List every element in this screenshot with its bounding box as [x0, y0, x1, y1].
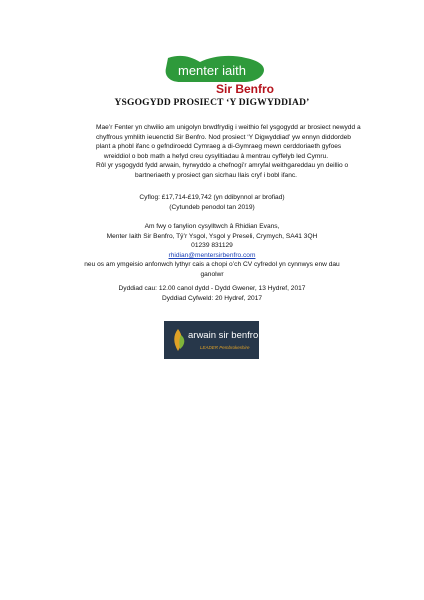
intro-line: bartneriaeth y prosiect gan sicrhau llais cryf i bobl ifanc.	[135, 171, 297, 179]
menter-iaith-text: menter iaith	[178, 63, 246, 78]
application-line: neu os am ymgeisio anfonwch lythyr cais a chopi o’ch CV cyfredol yn cynnwys enw dau	[84, 261, 340, 269]
intro-paragraph	[96, 123, 361, 181]
intro-line: wreiddiol o bob math a hefyd creu cysylltiadau â mentrau cyffelyb led Cymru.	[103, 152, 329, 160]
leaf-icon	[169, 327, 187, 353]
sir-benfro-text: Sir Benfro	[216, 82, 275, 96]
intro-line: plant a phobl ifanc o gefndiroedd Cymraeg a di-Gymraeg mewn cerddoriaeth gyfoes	[96, 143, 342, 151]
dates-block	[0, 284, 424, 303]
arwain-sir-benfro-text: arwain sir benfro	[188, 330, 259, 341]
address-line: Menter Iaith Sir Benfro, Tŷ’r Ysgol, Ysgol y Preseli, Crymych, SA41 3QH	[106, 232, 318, 240]
phone-number: 01239 831129	[191, 242, 233, 250]
salary-block	[0, 193, 424, 212]
closing-date: Dyddiad cau: 12.00 canol dydd - Dydd Gwener, 13 Hydref, 2017	[118, 285, 306, 292]
leader-pembrokeshire-text: LEADER Pembrokeshire	[200, 345, 250, 350]
contact-block	[0, 222, 424, 280]
intro-line: chyffrous ymhlith ieuenctid Sir Benfro. Nod prosiect ‘Y Digwyddiad’ yw ennyn diddordeb	[96, 133, 351, 141]
intro-line: Rôl yr ysgogydd fydd arwain, hyrwyddo a chefnogi’r amryfal weithgareddau yn deillio o	[96, 162, 349, 170]
interview-date: Dyddiad Cyfweld: 20 Hydref, 2017	[161, 294, 263, 302]
email-link[interactable]: rhidian@mentersirbenfro.com	[168, 251, 256, 259]
arwain-sir-benfro-logo	[164, 321, 259, 359]
salary-line: Cyflog: £17,714-£19,742 (yn ddibynnol ar brofiad)	[139, 194, 285, 201]
wales-map-logo-graphic	[160, 52, 270, 86]
menter-iaith-logo	[160, 52, 275, 98]
contract-line: (Cytundeb penodol tan 2019)	[169, 203, 255, 211]
job-title: YSGOGYDD PROSIECT ‘Y DIGWYDDIAD’	[114, 98, 310, 108]
intro-line: Mae’r Fenter yn chwilio am unigolyn brwdfrydig i weithio fel ysgogydd ar brosiect newydd a	[96, 124, 361, 131]
contact-line: Am fwy o fanylion cysylltwch â Rhidian Evans,	[144, 223, 280, 230]
application-line-cont: ganolwr	[200, 270, 224, 278]
